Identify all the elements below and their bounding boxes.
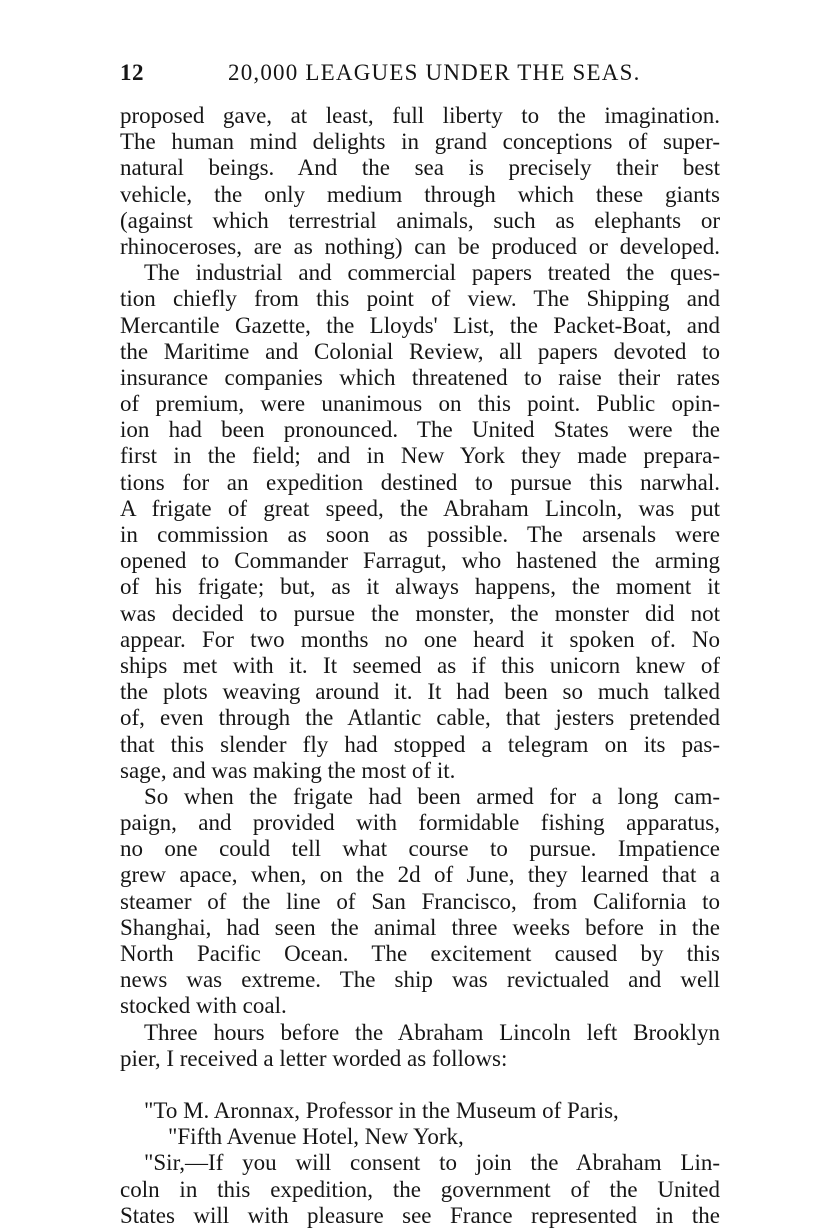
text-line: ion had been pronounced. The United States were the: [120, 417, 720, 443]
text-line: States will with pleasure see France represented in the: [120, 1202, 720, 1228]
text-line: was decided to pursue the monster, the monster did not: [120, 600, 720, 626]
text-line: coln in this expedition, the government of the United: [120, 1176, 720, 1202]
text-line: insurance companies which threatened to raise their rates: [120, 364, 720, 390]
text-line: the Maritime and Colonial Review, all papers devoted to: [120, 338, 720, 364]
text-line: The industrial and commercial papers treated the ques-: [144, 260, 720, 286]
text-line: The human mind delights in grand conceptions of super-: [120, 129, 720, 155]
text-line: of premium, were unanimous on this point. Public opin-: [120, 391, 720, 417]
text-line: tion chiefly from this point of view. The Shipping and: [120, 286, 720, 312]
text-line: sage, and was making the most of it.: [120, 757, 456, 783]
text-line: no one could tell what course to pursue. Impatience: [120, 836, 720, 862]
text-line: that this slender fly had stopped a telegram on its pas-: [120, 731, 720, 757]
text-line: paign, and provided with formidable fishing apparatus,: [120, 810, 720, 836]
text-line: rhinoceroses, are as nothing) can be produced or developed.: [120, 233, 720, 259]
text-line: A frigate of great speed, the Abraham Lincoln, was put: [120, 495, 720, 521]
text-line: "Sir,—If you will consent to join the Abraham Lin-: [144, 1150, 720, 1176]
text-line: Three hours before the Abraham Lincoln left Brooklyn: [144, 1019, 720, 1045]
page-number: 12: [120, 60, 144, 85]
text-line: news was extreme. The ship was revictualed and well: [120, 967, 720, 993]
running-title: 20,000 LEAGUES UNDER THE SEAS.: [228, 60, 641, 85]
blank-space: [120, 1072, 720, 1098]
text-line: appear. For two months no one heard it spoken of. No: [120, 626, 720, 652]
letter-address-line: "To M. Aronnax, Professor in the Museum of Paris,: [144, 1097, 619, 1123]
text-line: tions for an expedition destined to pursue this narwhal.: [120, 469, 720, 495]
text-line: ships met with it. It seemed as if this unicorn knew of: [120, 652, 720, 678]
text-line: grew apace, when, on the 2d of June, they learned that a: [120, 862, 720, 888]
text-line: first in the field; and in New York they made prepara-: [120, 443, 720, 469]
text-line: Mercantile Gazette, the Lloyds' List, the Packet-Boat, and: [120, 312, 720, 338]
body-text: [120, 103, 720, 1229]
text-line: (against which terrestrial animals, such as elephants or: [120, 207, 720, 233]
text-line: opened to Commander Farragut, who hastened the arming: [120, 548, 720, 574]
text-line: in commission as soon as possible. The arsenals were: [120, 522, 720, 547]
text-line: Shanghai, had seen the animal three weeks before in the: [120, 914, 720, 940]
text-line: So when the frigate had been armed for a long cam-: [144, 783, 720, 809]
text-line: of, even through the Atlantic cable, that jesters pretended: [120, 705, 720, 731]
text-line: of his frigate; but, as it always happens, the moment it: [120, 574, 720, 600]
text-line: vehicle, the only medium through which these giants: [120, 181, 720, 207]
text-line: steamer of the line of San Francisco, from California to: [120, 888, 720, 914]
text-line: proposed gave, at least, full liberty to the imagination.: [120, 103, 720, 128]
page-header: [120, 60, 720, 94]
text-line: pier, I received a letter worded as follows:: [120, 1045, 508, 1071]
letter-address-line: "Fifth Avenue Hotel, New York,: [168, 1124, 464, 1150]
text-line: natural beings. And the sea is precisely their best: [120, 155, 720, 181]
text-line: the plots weaving around it. It had been so much talked: [120, 679, 720, 705]
text-line: stocked with coal.: [120, 993, 287, 1019]
text-line: North Pacific Ocean. The excitement caused by this: [120, 941, 720, 966]
